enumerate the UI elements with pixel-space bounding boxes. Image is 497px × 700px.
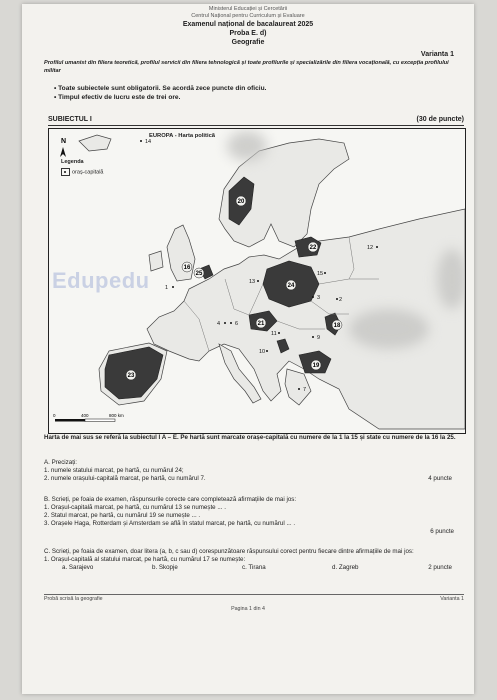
city-dot <box>172 286 174 288</box>
country-label: 25 <box>195 271 203 277</box>
exam-title: Examenul național de bacalaureat 2025 <box>182 21 314 28</box>
option-c: c. Tirana <box>242 564 266 571</box>
part-c-options <box>44 564 464 573</box>
city-label: 2 <box>339 297 343 303</box>
city-label: 14 <box>145 139 152 145</box>
section-title: SUBIECTUL I <box>48 116 92 123</box>
city-dot <box>376 246 378 248</box>
part-b <box>44 496 464 536</box>
capital-city-icon <box>61 168 70 176</box>
redaction-blur <box>227 131 267 161</box>
north-arrow-icon <box>60 147 66 157</box>
city-dot <box>266 350 268 352</box>
profile-note: Profilul umanist din filiera teoretică, profilul servicii din filiera tehnologică și toate profilurile și specializările din filiera vocațională, cu excepția profilului militar <box>44 60 449 74</box>
footer-right: Varianta 1 <box>440 596 464 602</box>
city-label: 15 <box>317 271 324 277</box>
part-c-item: 1. Orașul-capitală al statului marcat, pe hartă, cu numărul 17 se numește: <box>44 556 246 563</box>
scale-bar <box>53 413 124 422</box>
watermark-logo: Edupedu <box>52 268 150 293</box>
legend-entry: oraș-capitală <box>61 168 104 176</box>
section-points: (30 de puncte) <box>416 116 464 123</box>
city-label: 4 <box>217 321 221 327</box>
part-b-title: B. Scrieți, pe foaia de examen, răspunsurile corecte care completează afirmațiile de mai jos: <box>44 496 297 503</box>
footer-left: Probă scrisă la geografie <box>44 596 103 602</box>
option-d: d. Zagreb <box>332 564 359 571</box>
part-b-item: 3. Orașele Haga, Rotterdam și Amsterdam se află în statul marcat, pe hartă, cu numărul ... . <box>44 520 296 527</box>
city-dot <box>298 388 300 390</box>
country-label: 22 <box>309 245 317 251</box>
exam-page <box>22 4 474 694</box>
subject-line: Geografie <box>231 39 265 46</box>
map-title: EUROPA - Harta politică <box>149 133 216 139</box>
scale-label: 800 km <box>109 413 124 418</box>
part-a-points: 4 puncte <box>428 475 452 482</box>
city-label: 11 <box>271 331 277 337</box>
legend-title: Legenda <box>61 159 84 165</box>
page-number: Pagina 1 din 4 <box>231 606 265 612</box>
iceland-land <box>79 135 111 151</box>
greece-land <box>285 369 311 405</box>
part-c-points: 2 puncte <box>428 564 452 571</box>
part-b-item: 2. Statul marcat, pe hartă, cu numărul 19 se numește ... . <box>44 512 201 519</box>
instructions-list <box>54 84 464 102</box>
scale-label: 400 <box>81 413 89 418</box>
country-label: 18 <box>333 323 341 329</box>
instruction-item: • Timpul efectiv de lucru este de trei ore. <box>54 94 181 101</box>
part-c <box>44 548 464 573</box>
option-a: a. Sarajevo <box>62 564 94 571</box>
country-label: 20 <box>237 199 245 205</box>
country-label: 24 <box>287 283 295 289</box>
part-c-title: C. Scrieți, pe foaia de examen, doar litera (a, b, c sau d) corespunzătoare răspunsului corect pentru fiecare dintre afirmațiile de mai jos: <box>44 548 414 555</box>
north-label: N <box>61 138 67 145</box>
instruction-item: • Toate subiectele sunt obligatorii. Se acordă zece puncte din oficiu. <box>54 85 267 92</box>
city-dot <box>336 298 338 300</box>
city-dot <box>140 140 142 142</box>
city-dot <box>312 336 314 338</box>
map-legend <box>61 159 104 176</box>
part-a-item: 1. numele statului marcat, pe hartă, cu numărul 24; <box>44 467 184 474</box>
city-dot <box>257 280 259 282</box>
part-b-item: 1. Orașul-capitală marcat, pe hartă, cu numărul 13 se numește ... . <box>44 504 226 511</box>
scale-seg <box>55 419 85 422</box>
map-intro: Harta de mai sus se referă la subiectul I A – E. Pe hartă sunt marcate orașe-capitală cu numere de la 1 la 15 și state cu numere de la 16 la 25. <box>44 434 456 441</box>
city-label: 3 <box>317 295 321 301</box>
part-a <box>44 459 464 483</box>
city-dot <box>230 322 232 324</box>
country-label: 23 <box>127 373 135 379</box>
country-label: 16 <box>183 265 191 271</box>
city-dot <box>224 322 226 324</box>
part-a-item: 2. numele orașului-capitală marcat, pe hartă, cu numărul 7. 4 puncte <box>44 475 452 482</box>
redaction-blur <box>349 309 429 349</box>
city-label: 6 <box>235 321 239 327</box>
scale-label: 0 <box>53 413 56 418</box>
city-label: 1 <box>165 285 169 291</box>
part-a-title: A. Precizați: <box>44 459 78 466</box>
proba-line: Proba E. d) <box>229 30 267 37</box>
scale-seg <box>85 419 115 422</box>
variant-label: Varianta 1 <box>420 51 454 58</box>
city-dot <box>324 272 326 274</box>
ireland-land <box>149 251 163 271</box>
part-b-points: 6 puncte <box>430 528 454 535</box>
country-label: 21 <box>257 321 265 327</box>
city-label: 10 <box>259 349 266 355</box>
city-dot <box>312 296 314 298</box>
britain-land <box>167 225 195 281</box>
city-dot <box>278 332 280 334</box>
footer-divider <box>44 594 464 595</box>
city-label: 13 <box>249 279 256 285</box>
ministry-line: Ministerul Educației și Cercetării <box>208 6 288 12</box>
section-divider <box>48 125 464 126</box>
redaction-blur <box>437 249 466 309</box>
north-arrow <box>60 138 66 157</box>
city-label: 9 <box>317 335 321 341</box>
city-label: 7 <box>303 387 307 393</box>
country-label: 19 <box>312 363 320 369</box>
option-b: b. Skopje <box>152 564 178 571</box>
center-line: Centrul Național pentru Curriculum și Evaluare <box>191 13 305 19</box>
city-label: 12 <box>367 245 374 251</box>
